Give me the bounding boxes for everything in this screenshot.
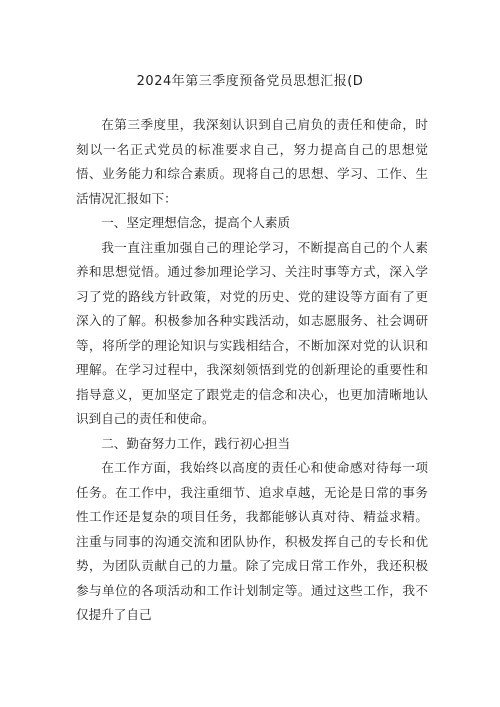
section-2-paragraph: 在工作方面，我始终以高度的责任心和使命感对待每一项任务。在工作中，我注重细节、追求卓越，无论是日常的事务性工作还是复杂的项目任务，我都能够认真对待、精益求精。注重与同事的沟通交流和团队协作，积极发挥自己的专长和优势，为团队贡献自己的力量。除了完成日常工作外，我还积极参与单位的各项活动和工作计划制定等。通过这些工作，我不仅提升了自己: [76, 460, 428, 622]
document-body: [76, 113, 428, 628]
intro-paragraph: 在第三季度里，我深刻认识到自己肩负的责任和使命，时刻以一名正式党员的标准要求自己，努力提高自己的思想觉悟、业务能力和综合素质。现将自己的思想、学习、工作、生活情况汇报如下：: [76, 117, 428, 206]
document-title: 2024年第三季度预备党员思想汇报(D: [136, 74, 364, 89]
section-1-paragraph: 我一直注重加强自己的理论学习，不断提高自己的个人素养和思想觉悟。通过参加理论学习、关注时事等方式，深入学习了党的路线方针政策，对党的历史、党的建设等方面有了更深入的了解。积极参加各种实践活动，如志愿服务、社会调研等，将所学的理论知识与实践相结合，不断加深对党的认识和理解。在学习过程中，我深刻领悟到党的创新理论的重要性和指导意义，更加坚定了跟党走的信念和决心，也更加清晰地认识到自己的责任和使命。: [76, 239, 428, 426]
section-heading-2: 二、勤奋努力工作，践行初心担当: [101, 435, 291, 451]
section-heading-1: 一、坚定理想信念，提高个人素质: [101, 215, 291, 230]
